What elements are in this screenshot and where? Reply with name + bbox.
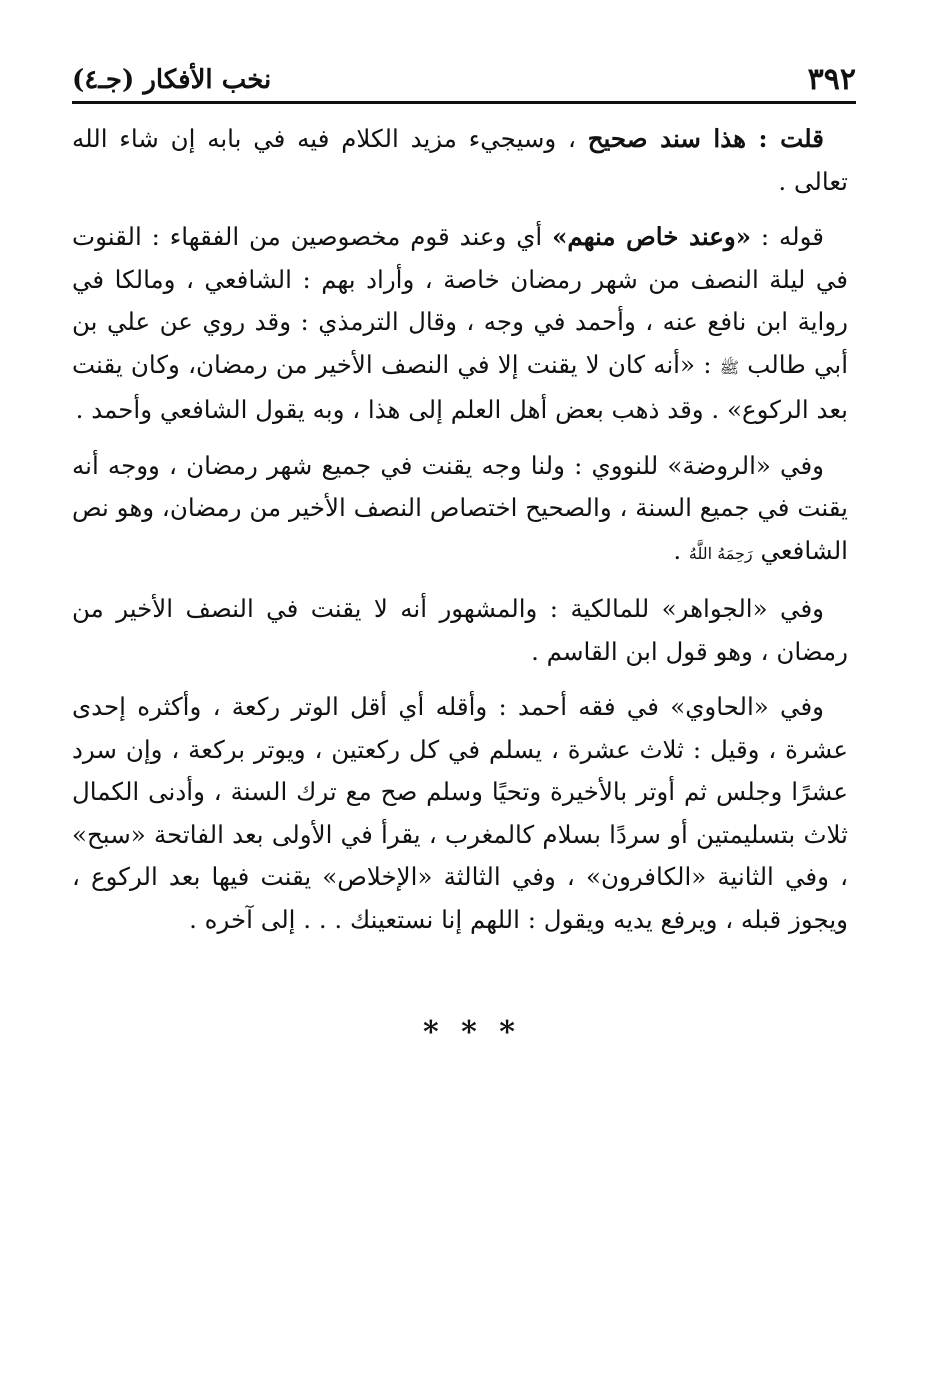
page-number: ٣٩٢ — [807, 62, 856, 97]
page-header — [72, 52, 856, 100]
section-separator: * * * — [423, 1015, 521, 1050]
body-text — [72, 118, 848, 954]
paragraph-3 — [72, 445, 848, 576]
honorific-glyph: رَحِمَهُ اللَّهُ — [688, 543, 753, 563]
paragraph-3-text: وفي «الروضة» للنووي : ولنا وجه يقنت في جميع شهر رمضان ، ووجه أنه يقنت في جميع السنة ، والصحيح اختصاص النصف الأخير من رمضان، وهو نص الشافعي — [72, 450, 848, 565]
running-title: نخب الأفكار (جـ٤) — [72, 65, 272, 95]
statement-lead: قلت : هذا سند صحيح — [587, 124, 824, 153]
quoted-phrase: «وعند خاص منهم» — [552, 222, 752, 251]
honorific-glyph: ﷺ — [719, 357, 740, 377]
paragraph-2-end: : «أنه كان لا يقنت إلا في النصف الأخير من رمضان، وكان يقنت بعد الركوع» . وقد ذهب بعض أهل العلم إلى هذا ، وبه يقول الشافعي وأحمد . — [72, 349, 848, 424]
paragraph-3-end: . — [673, 535, 689, 565]
paragraph-2 — [72, 216, 848, 432]
paragraph-4: وفي «الجواهر» للمالكية : والمشهور أنه لا يقنت في النصف الأخير من رمضان ، وهو قول ابن القاسم . — [72, 594, 848, 666]
header-rule — [72, 101, 856, 104]
paragraph-2-start: قوله : — [751, 222, 824, 251]
paragraph-1 — [72, 118, 848, 203]
paragraph-2-middle: أي وعند قوم مخصوصين من الفقهاء : القنوت في ليلة النصف من شهر رمضان خاصة ، وأراد بهم : الشافعي ، ومالكا في رواية ابن نافع عنه ، وأحمد في وجه ، وقال الترمذي : وقد روي عن علي بن أبي طالب — [72, 222, 849, 379]
paragraph-1-rest: ، وسيجيء مزيد الكلام فيه في بابه إن شاء الله تعالى . — [72, 124, 848, 196]
paragraph-5: وفي «الحاوي» في فقه أحمد : وأقله أي أقل الوتر ركعة ، وأكثره إحدى عشرة ، وقيل : ثلاث عشرة ، يسلم في كل ركعتين ، ويوتر بركعة ، وإن سرد عشرًا وجلس ثم أوتر بالأخيرة وتحيًا وسلم صح مع ترك السنة ، وأدنى الكمال ثلاث بتسليمتين أو سردًا بسلام كالمغرب ، يقرأ في الأولى بعد الفاتحة «سبح» ، وفي الثانية «الكافرون» ، وفي الثالثة «الإخلاص» يقنت فيها بعد الركوع ، ويجوز قبله ، ويرفع يديه ويقول : اللهم إنا نستعينك . . . إلى آخره . — [72, 692, 848, 934]
